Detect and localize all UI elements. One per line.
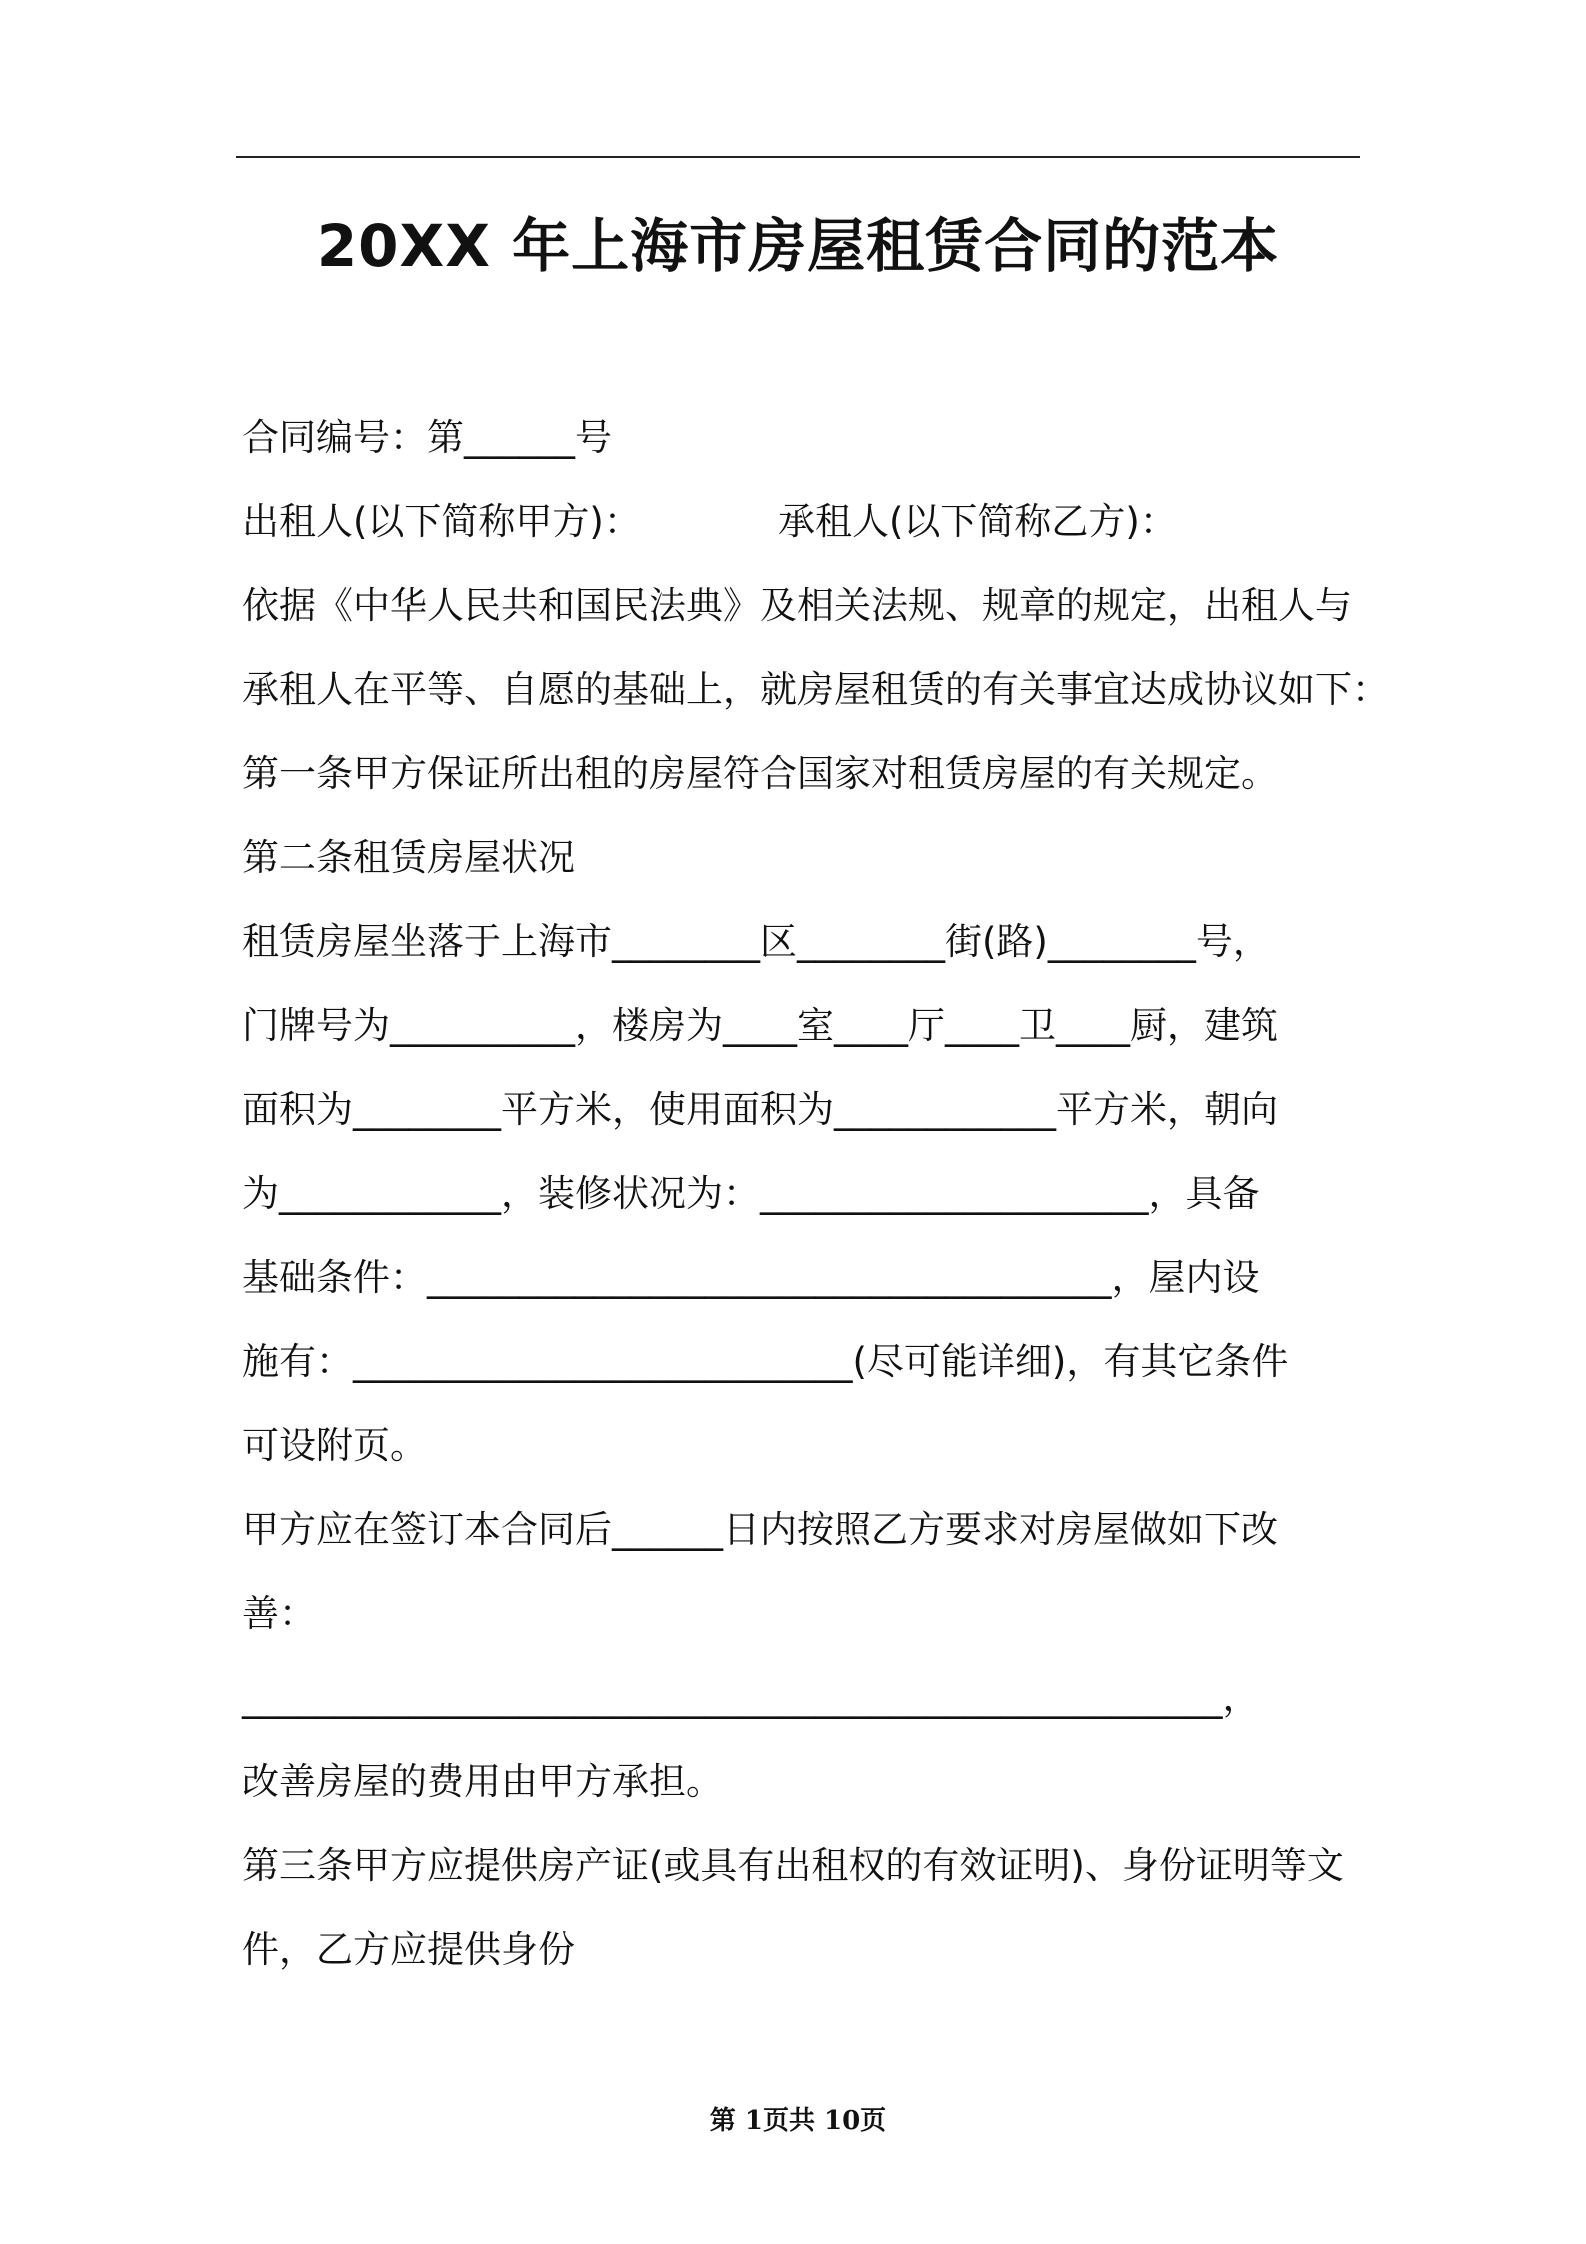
body-line-2: 承租人在平等、自愿的基础上，就房屋租赁的有关事宜达成协议如下： <box>242 668 1389 711</box>
body-line-6: 门牌号为__________，楼房为____室____厅____卫____厨，建筑 <box>242 1004 1278 1047</box>
body-line-17: 件，乙方应提供身份 <box>242 1928 575 1971</box>
body-line-1: 依据《中华人民共和国民法典》及相关法规、规章的规定，出租人与 <box>242 584 1352 627</box>
body-line-7: 面积为________平方米，使用面积为____________平方米，朝向 <box>242 1088 1278 1131</box>
article-3: 第三条甲方应提供房产证(或具有出租权的有效证明)、身份证明等文 <box>242 1844 1344 1887</box>
body-line-11: 可设附页。 <box>242 1424 427 1467</box>
article-1: 第一条甲方保证所出租的房屋符合国家对租赁房屋的有关规定。 <box>242 752 1278 795</box>
body-line-10: 施有：___________________________(尽可能详细)，有其它条件 <box>242 1340 1289 1383</box>
body-line-12: 甲方应在签订本合同后______日内按照乙方要求对房屋做如下改 <box>242 1508 1278 1551</box>
body-line-13: 善： <box>242 1592 316 1635</box>
body-line-15: 改善房屋的费用由甲方承担。 <box>242 1760 723 1803</box>
document-title: 20XX 年上海市房屋租赁合同的范本 <box>316 212 1280 280</box>
lessor-label: 出租人(以下简称甲方)： <box>242 500 641 543</box>
body-line-9: 基础条件：_____________________________________，屋内设 <box>242 1256 1260 1299</box>
body-line-8: 为____________，装修状况为：_____________________，具备 <box>242 1172 1260 1215</box>
page-number-footer: 第 1页共 10页 <box>709 2106 887 2136</box>
header-rule <box>236 156 1360 158</box>
lessee-label: 承租人(以下简称乙方)： <box>778 500 1177 543</box>
blank-fill-line: _____________________________________________________， <box>242 1676 1260 1719</box>
body-line-5: 租赁房屋坐落于上海市________区________街(路)________号， <box>242 920 1270 963</box>
contract-number-line: 合同编号：第______号 <box>242 416 612 459</box>
article-2-heading: 第二条租赁房屋状况 <box>242 836 575 879</box>
